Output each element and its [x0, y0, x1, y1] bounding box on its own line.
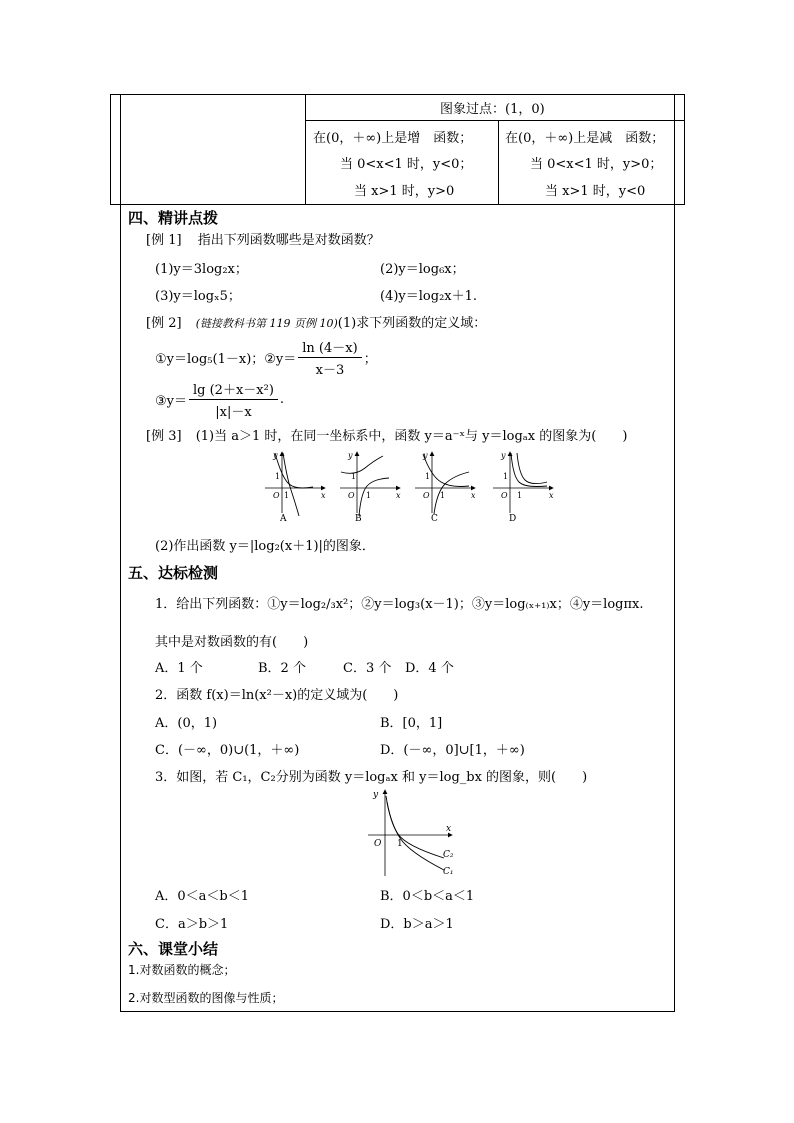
example-2-formula-3-suffix: .: [279, 392, 285, 407]
graph-a-one-x: 1: [284, 491, 290, 500]
question-1-option-a[interactable]: A．1 个: [155, 661, 203, 676]
question-3-graph: [360, 786, 460, 878]
example-1-item-4: (4)y＝log₂x＋1.: [380, 289, 478, 304]
graph-a-one-y: 1: [275, 472, 281, 481]
question-3: 3．如图，若 C₁，C₂分别为函数 y＝logₐx 和 y＝log_bx 的图象，则( ): [155, 770, 588, 785]
graph-d-y-label: y: [501, 451, 506, 460]
question-2: 2．函数 f(x)＝ln(x²－x)的定义域为( ): [155, 688, 399, 703]
graph-a-x-label: x: [321, 491, 326, 500]
graph-c-x-label: x: [471, 491, 476, 500]
graph-c-one-y: 1: [425, 472, 431, 481]
fraction-denominator: |x|－x: [215, 405, 252, 420]
graph-c-origin: O: [423, 491, 430, 500]
graph-b[interactable]: [340, 451, 401, 524]
table-left-line-1: 在(0，＋∞)上是增 函数；: [313, 131, 473, 146]
q3-x-label: x: [446, 824, 452, 834]
graph-a-y-label: y: [273, 451, 278, 460]
graph-c-label: C: [431, 514, 438, 524]
q3-one: 1: [397, 839, 403, 849]
graph-d-one-y: 1: [503, 472, 509, 481]
graph-d-label: D: [509, 514, 517, 524]
graph-b-one-x: 1: [366, 491, 372, 500]
graph-d-x-label: x: [549, 491, 554, 500]
section-4-title: 四、精讲点拨: [128, 209, 219, 227]
table-right-line-3: 当 x>1 时，y<0: [545, 184, 646, 199]
question-1-prompt: 其中是对数函数的有( ): [155, 635, 309, 650]
graph-c-one-x: 1: [440, 491, 446, 500]
graph-d-origin: O: [501, 491, 508, 500]
example-2-text: (1)求下列函数的定义域：: [337, 316, 487, 331]
example-3-label: [例 3]: [146, 429, 182, 444]
table-left-line-3: 当 x>1 时，y>0: [354, 184, 455, 199]
question-1-option-d[interactable]: D．4 个: [405, 661, 454, 676]
example-1-text: 指出下列函数哪些是对数函数？: [197, 233, 380, 248]
table-left-line-2: 当 0<x<1 时，y<0；: [340, 157, 473, 172]
section-6-title: 六、课堂小结: [128, 940, 219, 958]
fraction-numerator: ln (4－x): [298, 337, 361, 358]
question-1-option-b[interactable]: B．2 个: [258, 661, 306, 676]
graph-d-one-x: 1: [517, 491, 523, 500]
graph-b-y-label: y: [348, 451, 353, 460]
q3-origin: O: [374, 839, 382, 849]
graph-b-x-label: x: [396, 491, 401, 500]
question-1: 1．给出下列函数：①y＝log₂/₃x²；②y＝log₃(x－1)；③y＝log₍ₓ₊₁₎x；④y＝logπx.: [155, 597, 644, 612]
example-2-formula-3-prefix: ③y＝: [155, 394, 187, 409]
example-1: [146, 229, 380, 248]
question-3-option-a[interactable]: A．0＜a＜b＜1: [155, 889, 250, 904]
example-1-item-3: (3)y＝logₓ5；: [155, 289, 241, 304]
question-3-option-c[interactable]: C．a＞b＞1: [155, 917, 229, 932]
example-2-formula-2-fraction: [298, 337, 361, 378]
table-right-line-2: 当 0<x<1 时，y>0；: [530, 157, 663, 172]
graph-b-origin: O: [348, 491, 355, 500]
example-2-label: [例 2]: [146, 316, 182, 331]
example-3: [146, 425, 627, 444]
q3-y-label: y: [373, 790, 379, 800]
question-3-option-b[interactable]: B．0＜b＜a＜1: [380, 889, 475, 904]
q3-c2-label: C₂: [443, 850, 454, 860]
example-3-text: (1)当 a＞1 时，在同一坐标系中，函数 y＝a⁻ˣ与 y＝logₐx 的图象为( ): [195, 429, 628, 444]
example-2-formula-3-fraction: [189, 379, 278, 420]
textbook-link[interactable]: (链接教科书第 119 页例 10): [195, 317, 338, 330]
question-2-option-d[interactable]: D．(－∞，0]∪[1，＋∞): [380, 743, 525, 758]
graph-b-label: B: [355, 514, 362, 524]
table-right-line-1: 在(0，＋∞)上是减 函数；: [505, 131, 665, 146]
example-2-formula-3: [155, 379, 284, 420]
question-1-option-c[interactable]: C．3 个: [343, 661, 392, 676]
graph-d[interactable]: [493, 451, 554, 524]
graph-c[interactable]: [415, 451, 476, 524]
example-2: [146, 312, 486, 331]
question-2-option-a[interactable]: A．(0，1): [155, 716, 218, 731]
graph-c-y-label: y: [423, 451, 428, 460]
example-3-part-2: (2)作出函数 y＝|log₂(x＋1)|的图象．: [155, 539, 375, 554]
graph-a-label: A: [280, 514, 287, 524]
graph-a[interactable]: [265, 451, 326, 524]
curve-c1: [387, 802, 444, 870]
example-2-formula-2-prefix: ②y＝: [264, 352, 297, 367]
example-1-item-1: (1)y＝3log₂x；: [155, 262, 248, 277]
fraction-denominator: x－3: [315, 363, 345, 378]
example-3-graphs: [255, 448, 575, 528]
example-2-formula-2-suffix: ；: [363, 352, 377, 367]
example-1-label: [例 1]: [146, 233, 182, 248]
q3-c1-label: C₁: [443, 867, 454, 877]
graph-b-one-y: 1: [351, 472, 357, 481]
example-2-formula-1: ①y＝log₅(1－x)；: [155, 352, 265, 367]
section-5-title: 五、达标检测: [128, 564, 219, 582]
table-header: 图象过点：(1，0): [440, 102, 545, 117]
summary-item-2: 2.对数型函数的图像与性质；: [128, 991, 284, 1005]
graph-a-origin: O: [273, 491, 280, 500]
question-2-option-c[interactable]: C．(－∞，0)∪(1，＋∞): [155, 743, 300, 758]
question-2-option-b[interactable]: B．[0，1]: [380, 716, 443, 731]
example-2-formulas-row: [155, 337, 377, 378]
question-3-option-d[interactable]: D．b＞a＞1: [380, 917, 454, 932]
example-1-item-2: (2)y＝log₆x；: [380, 262, 465, 277]
summary-item-1: 1.对数函数的概念；: [128, 963, 236, 977]
fraction-numerator: lg (2＋x－x²): [189, 379, 278, 400]
